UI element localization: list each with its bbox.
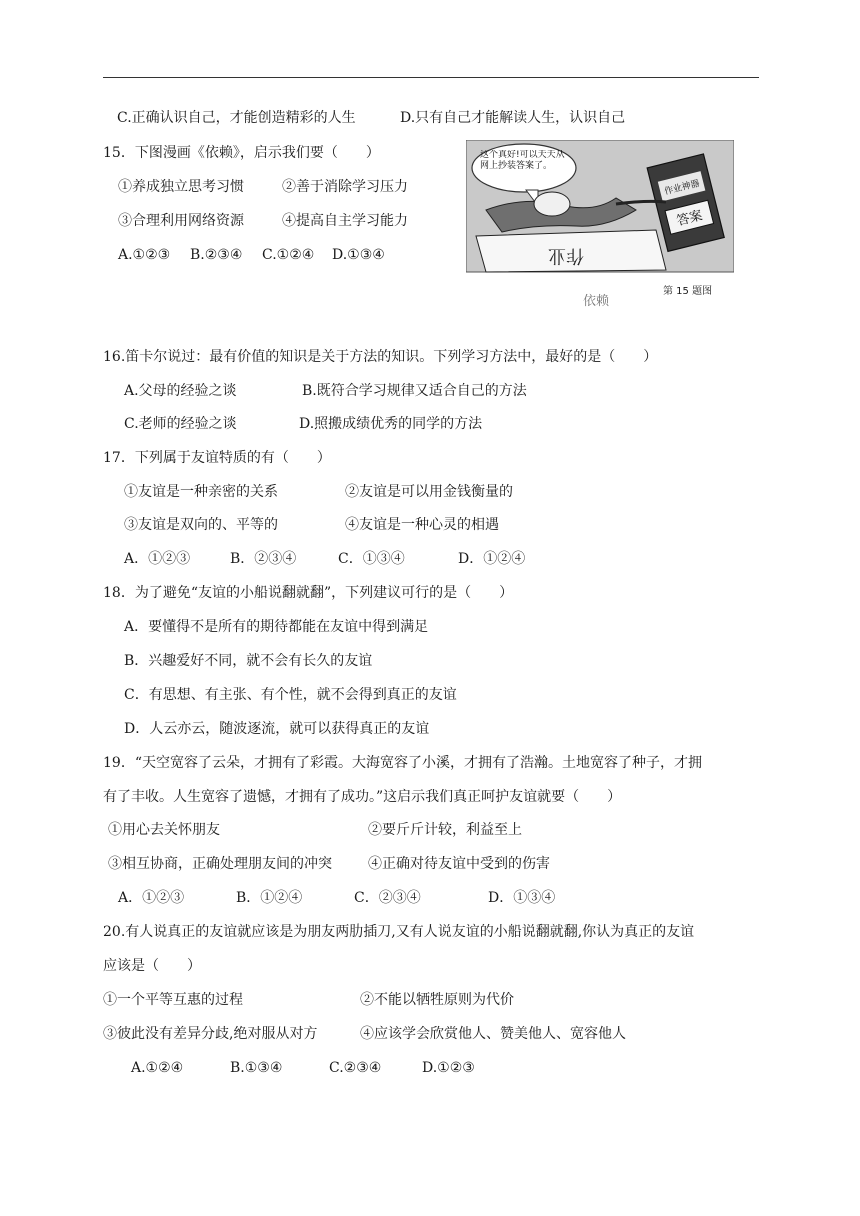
q19-item-1: ①用心去关怀朋友 [108, 822, 220, 838]
q20-option-a: A.①②④ [131, 1060, 184, 1076]
q19-option-d: D．①③④ [488, 890, 556, 906]
q16-stem: 16.笛卡尔说过：最有价值的知识是关于方法的知识。下列学习方法中，最好的是（ ） [103, 349, 658, 365]
q17-option-c: C．①③④ [338, 551, 405, 567]
q15-item-1: ①养成独立思考习惯 [118, 179, 244, 195]
q20-option-b: B.①③④ [230, 1060, 283, 1076]
paper-label: 作业 [548, 245, 584, 266]
q19-item-4: ④正确对待友谊中受到的伤害 [368, 856, 550, 872]
q14-option-c: C.正确认识自己，才能创造精彩的人生 [117, 110, 356, 126]
q20-item-4: ④应该学会欣赏他人、赞美他人、宽容他人 [360, 1026, 626, 1042]
q15-option-d: D.①③④ [332, 247, 385, 263]
q18-option-c: C．有思想、有主张、有个性，就不会得到真正的友谊 [124, 687, 457, 703]
q17-stem: 17．下列属于友谊特质的有（ ） [103, 450, 331, 466]
q20-option-d: D.①②③ [422, 1060, 475, 1076]
q19-option-a: A．①②③ [118, 890, 185, 906]
q16-option-a: A.父母的经验之谈 [124, 383, 237, 399]
q20-option-c: C.②③④ [329, 1060, 382, 1076]
q20-item-2: ②不能以牺牲原则为代价 [360, 992, 514, 1008]
q19-item-2: ②要斤斤计较，利益至上 [368, 822, 522, 838]
cartoon-title: 依赖 [582, 294, 610, 309]
q17-option-b: B．②③④ [230, 551, 297, 567]
q19-stem-line-1: 19．“天空宽容了云朵，才拥有了彩霞。大海宽容了小溪，才拥有了浩瀚。土地宽容了种子，才拥 [103, 755, 702, 771]
header-rule [103, 77, 759, 78]
q18-option-b: B．兴趣爱好不同，就不会有长久的友谊 [124, 653, 373, 669]
q15-item-4: ④提高自主学习能力 [282, 213, 408, 229]
q20-item-1: ①一个平等互惠的过程 [103, 992, 243, 1008]
q19-option-c: C．②③④ [354, 890, 421, 906]
q18-option-a: A．要懂得不是所有的期待都能在友谊中得到满足 [124, 619, 429, 635]
q16-option-d: D.照搬成绩优秀的同学的方法 [299, 416, 483, 432]
q14-option-d: D.只有自己才能解读人生，认识自己 [400, 110, 626, 126]
book-label: 作业神器 [663, 178, 701, 198]
q16-option-b: B.既符合学习规律又适合自己的方法 [302, 383, 527, 399]
q17-item-4: ④友谊是一种心灵的相遇 [345, 517, 499, 533]
q15-item-2: ②善于消除学习压力 [282, 179, 408, 195]
q17-item-2: ②友谊是可以用金钱衡量的 [345, 484, 513, 500]
q15-stem: 15．下图漫画《依赖》，启示我们要（ ） [103, 145, 380, 161]
q17-option-a: A．①②③ [124, 551, 191, 567]
bubble-text: 这个真好!可以天天从网上抄装答案了。 [480, 150, 565, 171]
q20-stem-line-2: 应该是（ ） [103, 958, 201, 974]
q17-item-1: ①友谊是一种亲密的关系 [124, 484, 278, 500]
q15-option-c: C.①②④ [262, 247, 315, 263]
q17-item-3: ③友谊是双向的、平等的 [124, 517, 278, 533]
q20-item-3: ③彼此没有差异分歧,绝对服从对方 [103, 1026, 318, 1042]
q15-option-b: B.②③④ [190, 247, 243, 263]
q15-option-a: A.①②③ [118, 247, 171, 263]
q16-option-c: C.老师的经验之谈 [124, 416, 237, 432]
q20-stem-line-1: 20.有人说真正的友谊就应该是为朋友两肋插刀,又有人说友谊的小船说翻就翻,你认为真正的友谊 [103, 924, 695, 940]
q19-stem-line-2: 有了丰收。人生宽容了遗憾，才拥有了成功。”这启示我们真正呵护友谊就要（ ） [103, 789, 622, 805]
q17-option-d: D．①②④ [458, 551, 526, 567]
character-head [534, 192, 570, 216]
q18-option-d: D．人云亦云，随波逐流，就可以获得真正的友谊 [124, 721, 430, 737]
q15-figure-caption: 第 15 题图 [663, 286, 713, 297]
q18-stem: 18．为了避免“友谊的小船说翻就翻”，下列建议可行的是（ ） [103, 585, 514, 601]
q19-item-3: ③相互协商，正确处理朋友间的冲突 [108, 856, 332, 872]
answer-label: 答案 [675, 208, 705, 230]
q15-item-3: ③合理利用网络资源 [118, 213, 244, 229]
q19-option-b: B．①②④ [236, 890, 303, 906]
